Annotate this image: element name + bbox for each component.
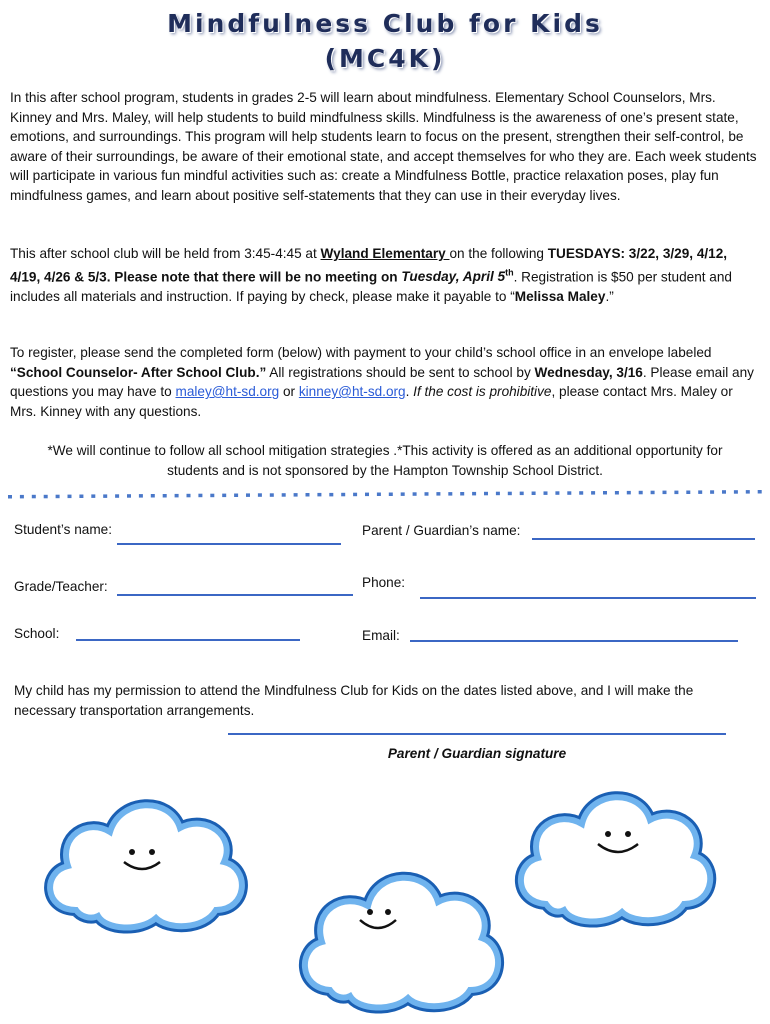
cost-note: If the cost is prohibitive <box>413 384 552 399</box>
divider-dot <box>746 490 750 494</box>
register-text: . <box>405 384 414 399</box>
signature-field[interactable] <box>228 733 726 735</box>
divider-dot <box>651 491 655 495</box>
divider-dot <box>532 492 536 496</box>
divider-dot <box>187 494 191 498</box>
no-meeting-date-sup: th <box>505 267 514 278</box>
page-subtitle: (MC4K) <box>324 44 446 73</box>
divider-dot <box>56 495 60 499</box>
divider-dot <box>127 494 131 498</box>
divider-dot <box>210 494 214 498</box>
phone-label: Phone: <box>362 575 406 590</box>
signature-label: Parent / Guardian signature <box>387 746 567 761</box>
divider-dot <box>460 492 464 496</box>
schedule-text: This after school club will be held from 3:45-4:45 at <box>10 246 321 261</box>
schedule-text: .” <box>605 288 614 304</box>
register-text: or <box>279 384 299 399</box>
register-text: , please contact Mrs. Maley or Mrs. Kinney with any questions. <box>10 384 733 419</box>
parent-name-field[interactable] <box>532 538 755 540</box>
no-meeting-date: Tuesday, April 5 <box>401 269 506 285</box>
no-meeting-text: Please note that there will be no meeting on <box>114 269 402 285</box>
divider-dot <box>448 492 452 496</box>
divider-dot <box>282 493 286 497</box>
dates-text: TUESDAYS: 3/22, 3/29, 4/12, 4/19, 4/26 & 5/3. <box>10 246 728 285</box>
grade-teacher-label: Grade/Teacher: <box>14 579 108 594</box>
divider-dot <box>258 493 262 497</box>
envelope-label: “School Counselor- After School Club.” <box>10 364 267 380</box>
smiling-cloud-icon <box>36 780 254 938</box>
divider-dot <box>579 491 583 495</box>
divider-dot <box>68 495 72 499</box>
divider-dot <box>151 494 155 498</box>
divider-dot <box>306 493 310 497</box>
email-field[interactable] <box>410 640 738 642</box>
student-name-label: Student’s name: <box>14 522 112 537</box>
location-text: Wyland Elementary <box>320 246 450 261</box>
divider-dot <box>722 490 726 494</box>
divider-dot <box>175 494 179 498</box>
divider-dot <box>353 493 357 497</box>
schedule-paragraph <box>10 244 760 306</box>
divider-dot <box>472 492 476 496</box>
divider-dot <box>401 492 405 496</box>
email-link-maley[interactable]: maley@ht-sd.org <box>175 384 280 399</box>
divider-dot <box>615 491 619 495</box>
school-label: School: <box>14 626 60 641</box>
divider-dot <box>32 495 36 499</box>
page-title: Mindfulness Club for Kids <box>167 9 603 38</box>
divider-dot <box>555 491 559 495</box>
register-text: To register, please send the completed form (below) with payment to your child’s school office in an envelope labeled <box>10 345 712 360</box>
divider-dot <box>389 493 393 497</box>
smiling-cloud-icon <box>508 772 720 932</box>
divider-dot <box>674 491 678 495</box>
deadline-text: Wednesday, 3/16 <box>534 364 643 380</box>
divider-dot <box>591 491 595 495</box>
register-text: All registrations should be sent to school by <box>266 364 535 380</box>
divider-dot <box>698 490 702 494</box>
divider-dot <box>436 492 440 496</box>
divider-dot <box>20 495 24 499</box>
divider-dot <box>91 494 95 498</box>
payee-name: Melissa Maley <box>514 288 606 304</box>
phone-field[interactable] <box>420 597 756 599</box>
divider-dot <box>317 493 321 497</box>
divider-dot <box>663 491 667 495</box>
divider-dot <box>234 494 238 498</box>
schedule-text: on the following <box>449 246 548 261</box>
divider-dot <box>377 493 381 497</box>
smiling-cloud-icon <box>292 850 506 1018</box>
divider-dot <box>627 491 631 495</box>
student-name-field[interactable] <box>117 543 341 545</box>
intro-paragraph: In this after school program, students in grades 2-5 will learn about mindfulness. Elementary School Counselors, Mrs. Kinney and Mrs. Maley, will help students to build mindfulness skills. Mindfulness is the awareness of one’s present state, emotions, and surroundings. This program will help students learn to focus on the present, strengthen their self-control, be aware of their surroundings, be aware of their emotional state, and accept themselves for who they are. Each week students will participate in various fun mindful activities such as: create a Mindfulness Bottle, practice relaxation poses, play fun mindfulness games, and learn about positive self-statements that they can use in their everyday lives. <box>10 90 757 203</box>
divider-dot <box>365 493 369 497</box>
email-link-kinney[interactable]: kinney@ht-sd.org <box>298 384 406 399</box>
divider-dot <box>413 492 417 496</box>
divider-dot <box>639 491 643 495</box>
divider-dot <box>496 492 500 496</box>
register-text: . Please email any questions you may have to <box>10 364 754 399</box>
divider-dot <box>270 493 274 497</box>
school-field[interactable] <box>76 639 300 641</box>
divider-dot <box>567 491 571 495</box>
schedule-text: . Registration is $50 per student and includes all materials and instruction. If paying by check, please make it payable to “ <box>10 269 732 304</box>
divider-dot <box>79 495 83 499</box>
divider-dot <box>115 494 119 498</box>
divider-dot <box>163 494 167 498</box>
divider-dot <box>8 495 12 499</box>
divider-dot <box>710 490 714 494</box>
email-label: Email: <box>362 628 400 643</box>
divider-dot <box>139 494 143 498</box>
divider-dot <box>603 491 607 495</box>
divider-dot <box>294 493 298 497</box>
grade-teacher-field[interactable] <box>117 594 353 596</box>
divider-dot <box>198 494 202 498</box>
divider-dot <box>508 492 512 496</box>
cut-line-divider <box>4 488 764 500</box>
divider-dot <box>246 493 250 497</box>
permission-statement: My child has my permission to attend the Mindfulness Club for Kids on the dates listed above, and I will make the necessary transportation arrangements. <box>14 683 694 718</box>
divider-dot <box>484 492 488 496</box>
divider-dot <box>103 494 107 498</box>
divider-dot <box>520 492 524 496</box>
divider-dot <box>329 493 333 497</box>
parent-name-label: Parent / Guardian’s name: <box>362 523 521 538</box>
divider-dot <box>758 490 762 494</box>
divider-dot <box>734 490 738 494</box>
divider-dot <box>222 494 226 498</box>
register-paragraph <box>10 343 760 421</box>
divider-dot <box>44 495 48 499</box>
divider-dot <box>341 493 345 497</box>
divider-dot <box>425 492 429 496</box>
mitigation-note: *We will continue to follow all school mitigation strategies .*This activity is offered as an additional opportunity for students and is not sponsored by the Hampton Township School District. <box>47 443 723 478</box>
divider-dot <box>544 491 548 495</box>
divider-dot <box>686 491 690 495</box>
